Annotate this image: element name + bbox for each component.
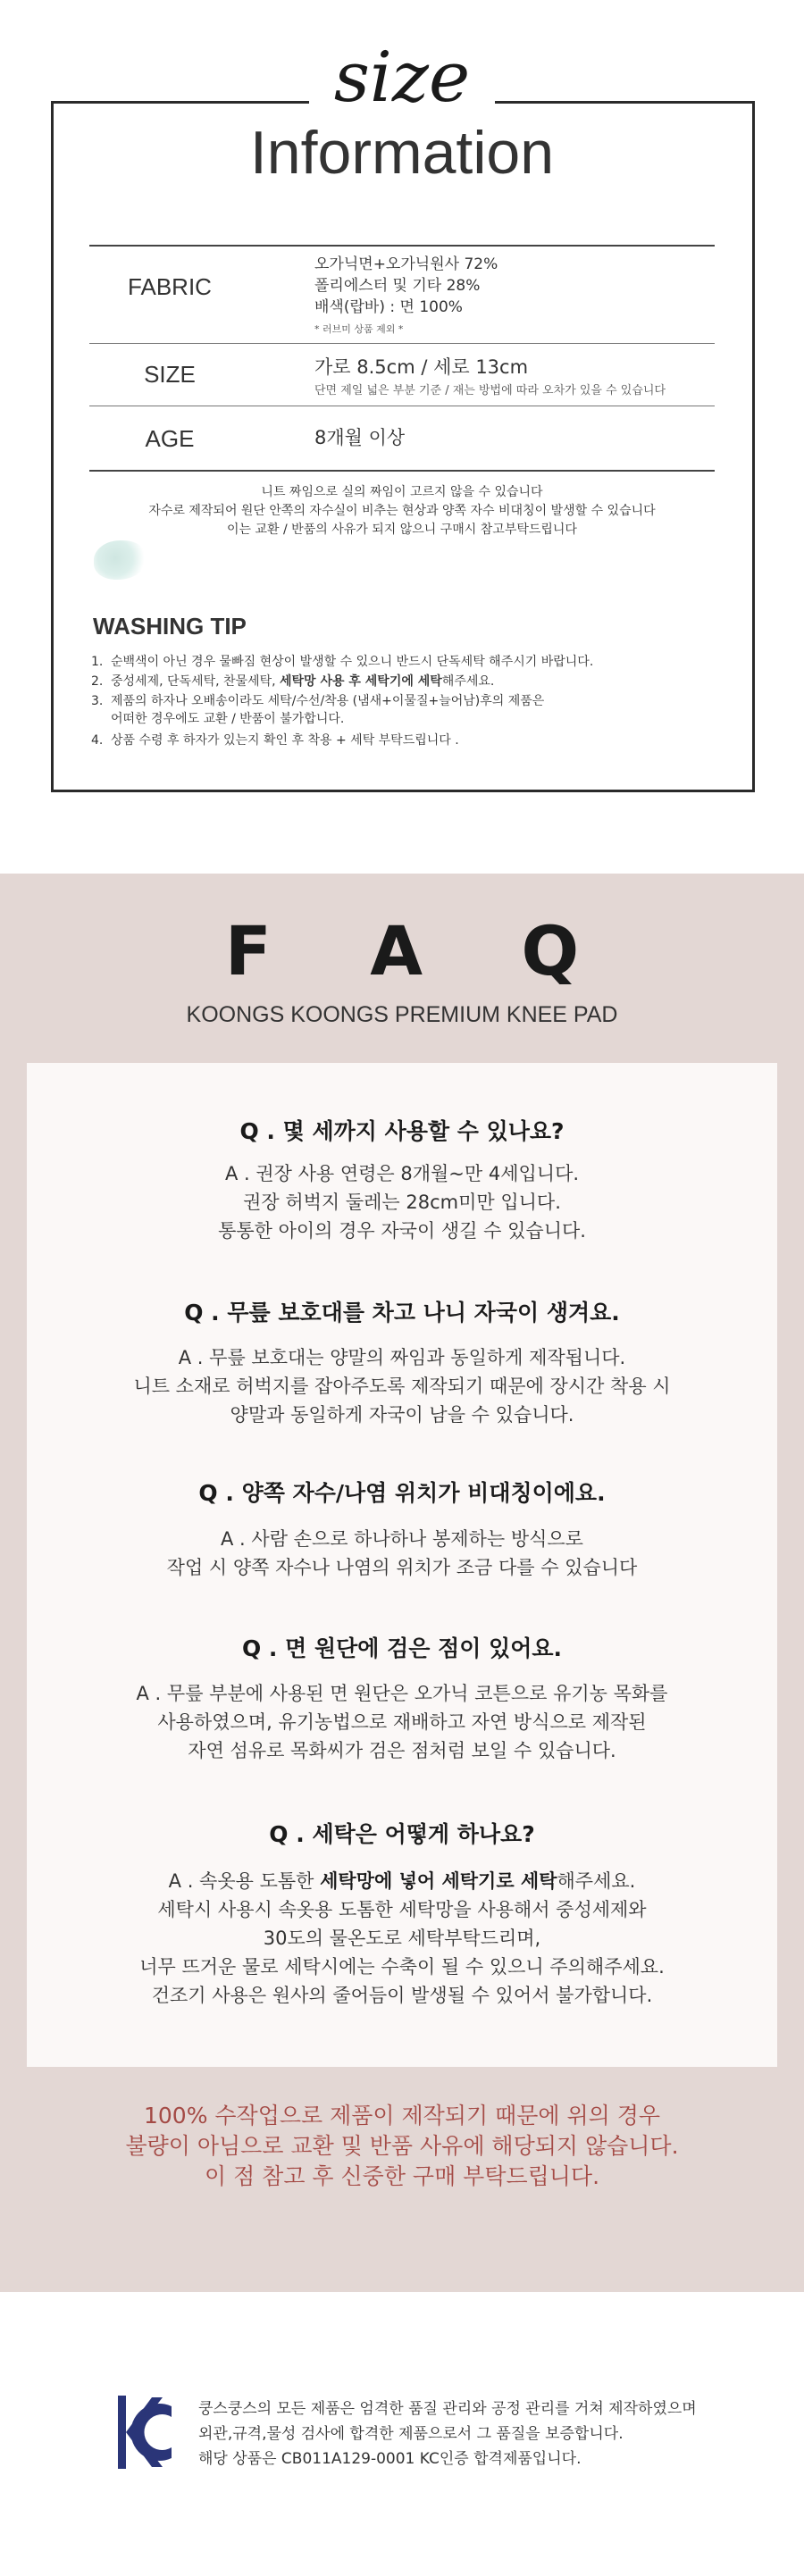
- faq-title: F A Q: [224, 911, 617, 991]
- faq-answer: A . 권장 사용 연령은 8개월~만 4세입니다. 권장 허벅지 둘레는 28cm미만 입니다. 통통한 아이의 경우 자국이 생길 수 있습니다.: [218, 1163, 586, 1242]
- fabric-label: FABRIC: [128, 273, 212, 300]
- size-note: 단면 제일 넓은 부분 기준 / 재는 방법에 따라 오차가 있을 수 있습니다: [314, 384, 666, 397]
- washing-item: 4. 상품 수령 후 하자가 있는지 확인 후 착용 + 세탁 부탁드립니다 .: [91, 733, 459, 748]
- spec-table-bottom-rule: [89, 470, 715, 472]
- fabric-note: * 러브미 상품 제외 *: [314, 323, 404, 335]
- spec-table-top-rule: [89, 245, 715, 247]
- washing-tip-title: WASHING TIP: [93, 613, 247, 640]
- faq-answer: A . 속옷용 도톰한 세탁망에 넣어 세탁기로 세탁해주세요. 세탁시 사용시 속옷용 도톰한 세탁망을 사용해서 중성세제와 30도의 물온도로 세탁부탁드리며, 너무 뜨거운 물로 세탁시에는 수축이 될 수 있으니 주의해주세요. 건조기 사용은 원사의 줄어듬이 발생될 수 있어서 불가합니다.: [139, 1870, 665, 2006]
- spec-divider: [89, 343, 715, 344]
- faq-question: Q . 세탁은 어떻게 하나요?: [269, 1821, 535, 1847]
- notice-line: 니트 짜임으로 실의 짜임이 고르지 않을 수 있습니다: [261, 485, 543, 499]
- size-script-heading: size: [0, 43, 804, 113]
- notice-line: 이는 교환 / 반품의 사유가 되지 않으니 구매시 참고부탁드립니다: [227, 523, 577, 537]
- kc-certification-text: 쿵스쿵스의 모든 제품은 엄격한 품질 관리와 공정 관리를 거쳐 제작하였으며 외관,규격,물성 검사에 합격한 제품으로서 그 품질을 보증합니다. 해당 상품은 CB011A129-0001 KC인증 합격제품입니다.: [198, 2400, 697, 2468]
- age-label: AGE: [145, 425, 195, 452]
- washing-item: 3. 제품의 하자나 오배송이라도 세탁/수선/착용 (냄새+이물질+늘어남)후의 제품은 어떠한 경우에도 교환 / 반품이 불가합니다.: [91, 694, 545, 726]
- faq-subtitle: KOONGS KOONGS PREMIUM KNEE PAD: [186, 1002, 618, 1027]
- faq-answer: A . 무릎 부분에 사용된 면 원단은 오가닉 코튼으로 유기농 목화를 사용하였으며, 유기농법으로 재배하고 자연 방식으로 제작된 자연 섬유로 목화씨가 검은 점처럼 보일 수 있습니다.: [136, 1683, 668, 1761]
- faq-answer: A . 사람 손으로 하나하나 봉제하는 방식으로 작업 시 양쪽 자수나 나염의 위치가 조금 다를 수 있습니다: [166, 1528, 638, 1578]
- washing-item: 2. 중성세제, 단독세탁, 찬물세탁, 세탁망 사용 후 세탁기에 세탁해주세요.: [91, 674, 495, 689]
- washing-item: 1. 순백색이 아닌 경우 물빠짐 현상이 발생할 수 있으니 반드시 단독세탁 해주시기 바랍니다.: [91, 655, 594, 669]
- kc-certification-icon: [116, 2394, 173, 2471]
- fabric-value: 오가닉면+오가닉원사 72% 폴리에스터 및 기타 28% 배색(랍바) : 면 100%: [314, 255, 498, 316]
- size-label: SIZE: [144, 361, 196, 388]
- faq-answer: A . 무릎 보호대는 양말의 짜임과 동일하게 제작됩니다. 니트 소재로 허벅지를 잡아주도록 제작되기 때문에 장시간 착용 시 양말과 동일하게 자국이 남을 수 있습니다.: [133, 1347, 671, 1426]
- faq-question: Q . 면 원단에 검은 점이 있어요.: [241, 1635, 563, 1661]
- faq-question: Q . 몇 세까지 사용할 수 있나요?: [239, 1118, 565, 1144]
- size-value: 가로 8.5cm / 세로 13cm: [314, 356, 529, 378]
- faq-question: Q . 양쪽 자수/나염 위치가 비대칭이에요.: [198, 1480, 606, 1506]
- faq-warning: 100% 수작업으로 제품이 제작되기 때문에 위의 경우 불량이 아님으로 교환 및 반품 사유에 해당되지 않습니다. 이 점 참고 후 신중한 구매 부탁드립니다.: [125, 2103, 679, 2189]
- information-title: Information: [249, 119, 555, 187]
- notice-line: 자수로 제작되어 원단 안쪽의 자수실이 비추는 현상과 양쪽 자수 비대칭이 발생할 수 있습니다: [148, 504, 656, 518]
- faq-question: Q . 무릎 보호대를 차고 나니 자국이 생겨요.: [184, 1300, 620, 1326]
- age-value: 8개월 이상: [314, 427, 406, 448]
